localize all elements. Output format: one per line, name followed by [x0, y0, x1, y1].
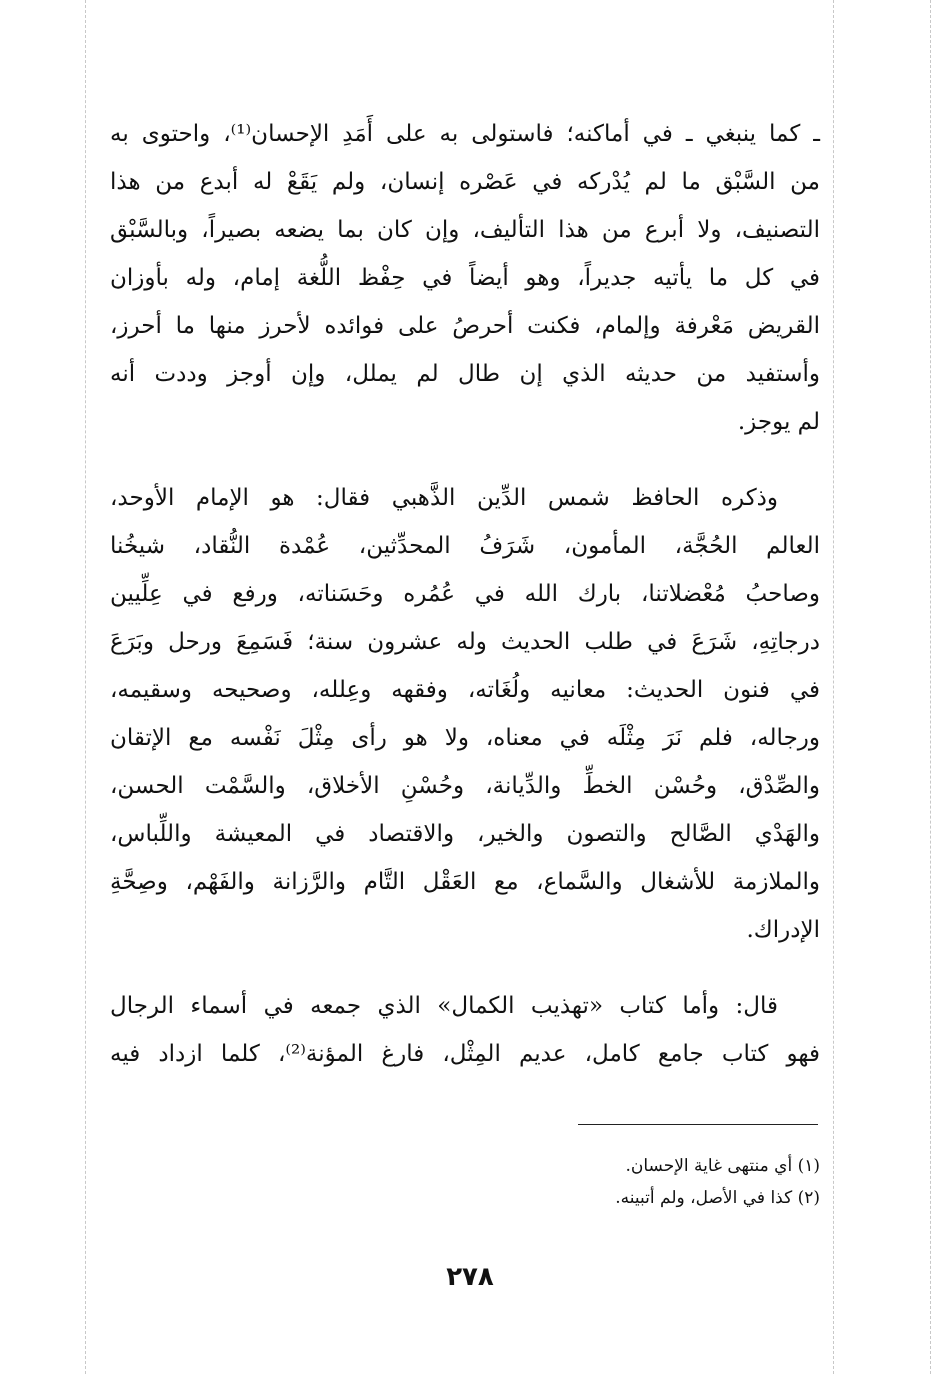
paragraph-1 — [110, 110, 820, 446]
footnote-1: (١) أي منتهى غاية الإحسان. — [625, 1156, 820, 1176]
text-line: ـ كما ينبغي ـ في أماكنه؛ فاستولى به على أَمَدِ الإحسان⁽¹⁾، واحتوى به — [110, 121, 820, 147]
text-line: درجاتِهِ، شَرَعَ في طلب الحديث وله عشرون سنة؛ فَسَمِعَ ورحل وبَرَعَ — [110, 629, 820, 655]
text-line: فهو كتاب جامع كامل، عديم المِثْل، فارغ المؤنة⁽²⁾، كلما ازداد فيه — [110, 1041, 821, 1067]
text-line: لم يوجز. — [737, 409, 820, 435]
margin-guide-right — [833, 0, 834, 1374]
footnote-2: (٢) كذا في الأصل، ولم أتبينه. — [615, 1188, 820, 1208]
margin-guide-edge — [930, 0, 931, 1374]
text-line: في فنون الحديث: معانيه ولُغَاته، وفقهه وعِلله، وصحيحه وسقيمه، — [110, 677, 820, 703]
text-line: العالم الحُجَّة، المأمون، شَرَفُ المحدِّثين، عُمْدة النُّقاد، شيخُنا — [110, 533, 820, 559]
page-body — [110, 110, 820, 1078]
text-line: والصِّدْق، وحُسْن الخطِّ والدِّيانة، وحُسْنِ الأخلاق، والسَّمْت الحسن، — [110, 773, 820, 799]
paragraph-2 — [110, 474, 820, 954]
text-line: والهَدْي الصَّالح والتصون والخير، والاقتصاد في المعيشة واللِّباس، — [110, 821, 820, 847]
text-line: وذكره الحافظ شمس الدِّين الذَّهبي فقال: هو الإمام الأوحد، — [110, 485, 778, 511]
text-line: القريض مَعْرفة وإلمام، فكنت أحرصُ على فوائده لأحرز منها ما أحرز، — [110, 313, 820, 339]
footnotes — [300, 1150, 820, 1214]
text-line: التصنيف، ولا أبرع من هذا التأليف، وإن كان بما يضعه بصيراً، وبالسَّبْق — [110, 217, 820, 243]
page-number: ٢٧٨ — [446, 1262, 494, 1292]
text-line: في كل ما يأتيه جديراً، وهو أيضاً في حِفْظ اللُّغة إمام، وله بأوزان — [110, 265, 820, 291]
footnote-separator — [578, 1124, 818, 1125]
text-line: ورجاله، فلم نَرَ مِثْلَه في معناه، ولا هو رأى مِثْلَ نَفْسه مع الإتقان — [110, 725, 820, 751]
margin-guide-left — [85, 0, 86, 1374]
text-line: والملازمة للأشغال والسَّماع، مع العَقْل التَّام والرَّزانة والفَهْم، وصِحَّةِ — [110, 869, 820, 895]
text-line: الإدراك. — [746, 917, 820, 943]
text-line: وأستفيد من حديثه الذي إن طال لم يملل، وإن أوجز وددت أنه — [110, 361, 820, 387]
text-line: وصاحبُ مُعْضلاتنا، بارك الله في عُمُره وحَسَناته، ورفع في عِلِّيين — [110, 581, 820, 607]
text-line: من السَّبْق ما لم يُدْركه في عَصْره إنسان، ولم يَقَعْ له أبدع من هذا — [110, 169, 820, 195]
text-line: قال: وأما كتاب «تهذيب الكمال» الذي جمعه في أسماء الرجال — [110, 993, 778, 1019]
paragraph-3 — [110, 982, 820, 1078]
